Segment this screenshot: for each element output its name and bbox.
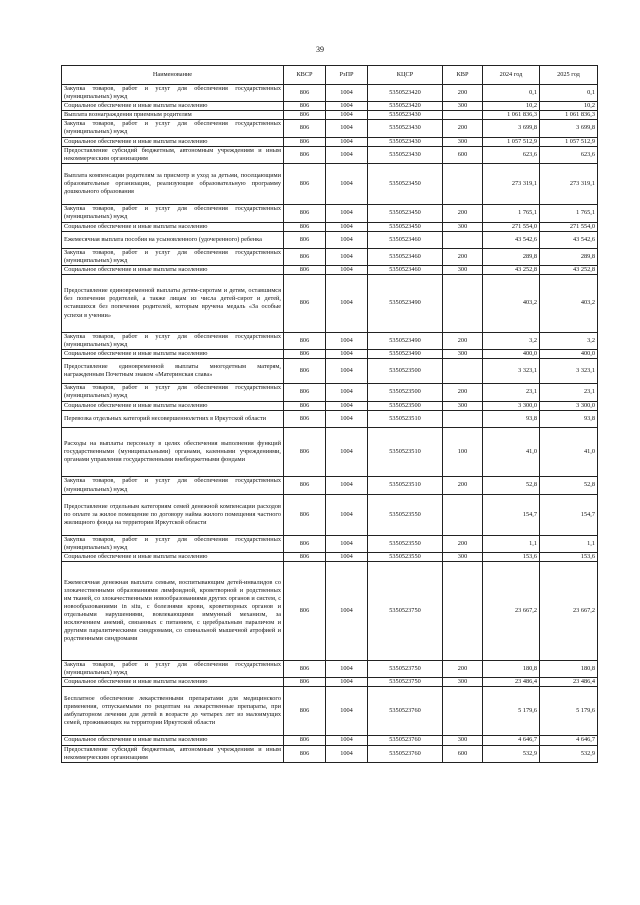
row-rzpr: 1004	[326, 248, 368, 265]
row-kvr	[443, 410, 483, 427]
row-kvr: 600	[443, 745, 483, 762]
row-kvr	[443, 111, 483, 120]
table-row	[62, 349, 598, 358]
row-kcsr: 5350523430	[368, 120, 443, 137]
table-header-row	[62, 66, 598, 85]
row-kvsr: 806	[284, 553, 326, 562]
row-kcsr: 5350523460	[368, 266, 443, 275]
row-kvr: 600	[443, 146, 483, 163]
row-kcsr: 5350523420	[368, 85, 443, 102]
table-row	[62, 231, 598, 248]
row-2024: 1 765,1	[483, 205, 540, 222]
row-kvsr: 806	[284, 536, 326, 553]
row-name: Социальное обеспечение и иные выплаты населению	[62, 222, 284, 231]
row-2024: 0,1	[483, 85, 540, 102]
table-row	[62, 745, 598, 762]
table-row	[62, 553, 598, 562]
table-row	[62, 562, 598, 660]
row-2024: 403,2	[483, 275, 540, 333]
row-name: Закупка товаров, работ и услуг для обеспечения государственных (муниципальных) нужд	[62, 120, 284, 137]
table-row	[62, 102, 598, 111]
row-2024: 43 542,6	[483, 231, 540, 248]
row-kvsr: 806	[284, 349, 326, 358]
row-2025: 43 252,8	[540, 266, 598, 275]
row-kvsr: 806	[284, 120, 326, 137]
row-kvsr: 806	[284, 146, 326, 163]
row-kvsr: 806	[284, 477, 326, 494]
row-rzpr: 1004	[326, 410, 368, 427]
row-2024: 52,8	[483, 477, 540, 494]
header-kvr: КВР	[443, 66, 483, 85]
row-2025: 0,1	[540, 85, 598, 102]
row-rzpr: 1004	[326, 120, 368, 137]
row-name: Закупка товаров, работ и услуг для обеспечения государственных (муниципальных) нужд	[62, 660, 284, 677]
row-2025: 3 323,1	[540, 359, 598, 384]
row-kcsr: 5350523490	[368, 349, 443, 358]
row-name: Закупка товаров, работ и услуг для обеспечения государственных (муниципальных) нужд	[62, 536, 284, 553]
row-kcsr: 5350523550	[368, 536, 443, 553]
row-2024: 10,2	[483, 102, 540, 111]
row-rzpr: 1004	[326, 275, 368, 333]
row-kvr: 200	[443, 477, 483, 494]
row-kcsr: 5350523430	[368, 146, 443, 163]
row-kvr: 300	[443, 677, 483, 686]
row-kcsr: 5350523430	[368, 111, 443, 120]
row-kvsr: 806	[284, 205, 326, 222]
row-name: Социальное обеспечение и иные выплаты населению	[62, 401, 284, 410]
row-rzpr: 1004	[326, 677, 368, 686]
row-kcsr: 5350523750	[368, 660, 443, 677]
row-2024: 23 486,4	[483, 677, 540, 686]
row-kvsr: 806	[284, 137, 326, 146]
table-row	[62, 359, 598, 384]
row-kvsr: 806	[284, 677, 326, 686]
row-name: Перевозка отдельных категорий несовершеннолетних в Иркутской области	[62, 410, 284, 427]
row-name: Закупка товаров, работ и услуг для обеспечения государственных (муниципальных) нужд	[62, 205, 284, 222]
row-2024: 5 179,6	[483, 686, 540, 736]
row-kcsr: 5350523750	[368, 677, 443, 686]
row-2024: 41,0	[483, 427, 540, 477]
row-2025: 154,7	[540, 494, 598, 536]
row-kvsr: 806	[284, 275, 326, 333]
row-kcsr: 5350523490	[368, 332, 443, 349]
row-kvr	[443, 494, 483, 536]
row-2024: 1,1	[483, 536, 540, 553]
row-kvr	[443, 562, 483, 660]
row-kvr: 200	[443, 332, 483, 349]
row-kvsr: 806	[284, 384, 326, 401]
table-row	[62, 384, 598, 401]
row-kcsr: 5350523500	[368, 384, 443, 401]
table-row	[62, 686, 598, 736]
row-kvr: 200	[443, 205, 483, 222]
row-kcsr: 5350523430	[368, 137, 443, 146]
row-2024: 400,0	[483, 349, 540, 358]
row-2024: 3 323,1	[483, 359, 540, 384]
row-2025: 43 542,6	[540, 231, 598, 248]
row-2025: 532,9	[540, 745, 598, 762]
row-name: Предоставление субсидий бюджетным, автономным учреждениям и иным некоммерческим организациям	[62, 146, 284, 163]
row-kcsr: 5350523420	[368, 102, 443, 111]
row-name: Социальное обеспечение и иные выплаты населению	[62, 736, 284, 745]
row-rzpr: 1004	[326, 222, 368, 231]
table-row	[62, 477, 598, 494]
row-kvsr: 806	[284, 736, 326, 745]
page-number: 39	[316, 45, 324, 54]
row-kvsr: 806	[284, 686, 326, 736]
row-kvr	[443, 163, 483, 205]
row-2025: 403,2	[540, 275, 598, 333]
row-kvr: 300	[443, 137, 483, 146]
row-kvsr: 806	[284, 410, 326, 427]
table-row	[62, 536, 598, 553]
row-rzpr: 1004	[326, 736, 368, 745]
row-kcsr: 5350523460	[368, 248, 443, 265]
row-rzpr: 1004	[326, 111, 368, 120]
row-kcsr: 5350523510	[368, 427, 443, 477]
row-rzpr: 1004	[326, 231, 368, 248]
row-rzpr: 1004	[326, 349, 368, 358]
table-row	[62, 205, 598, 222]
row-name: Закупка товаров, работ и услуг для обеспечения государственных (муниципальных) нужд	[62, 477, 284, 494]
row-kvr: 200	[443, 248, 483, 265]
row-2024: 180,8	[483, 660, 540, 677]
header-2025: 2025 год	[540, 66, 598, 85]
row-rzpr: 1004	[326, 146, 368, 163]
table-row	[62, 120, 598, 137]
row-kcsr: 5350523510	[368, 477, 443, 494]
row-2024: 1 057 512,9	[483, 137, 540, 146]
row-2024: 3,2	[483, 332, 540, 349]
row-rzpr: 1004	[326, 205, 368, 222]
row-kvsr: 806	[284, 745, 326, 762]
row-kvsr: 806	[284, 332, 326, 349]
row-2025: 93,8	[540, 410, 598, 427]
row-kvr: 300	[443, 102, 483, 111]
row-name: Социальное обеспечение и иные выплаты населению	[62, 102, 284, 111]
table-row	[62, 146, 598, 163]
row-rzpr: 1004	[326, 163, 368, 205]
row-2025: 153,6	[540, 553, 598, 562]
row-kcsr: 5350523510	[368, 410, 443, 427]
table-row	[62, 163, 598, 205]
row-name: Закупка товаров, работ и услуг для обеспечения государственных (муниципальных) нужд	[62, 384, 284, 401]
table-row	[62, 266, 598, 275]
row-kcsr: 5350523760	[368, 686, 443, 736]
row-name: Социальное обеспечение и иные выплаты населению	[62, 677, 284, 686]
row-rzpr: 1004	[326, 686, 368, 736]
row-kcsr: 5350523460	[368, 231, 443, 248]
row-kvr: 200	[443, 384, 483, 401]
row-kvr: 300	[443, 736, 483, 745]
row-name: Социальное обеспечение и иные выплаты населению	[62, 553, 284, 562]
row-2024: 153,6	[483, 553, 540, 562]
row-2024: 154,7	[483, 494, 540, 536]
row-rzpr: 1004	[326, 332, 368, 349]
row-2025: 1 765,1	[540, 205, 598, 222]
row-kvr	[443, 686, 483, 736]
row-rzpr: 1004	[326, 553, 368, 562]
row-2025: 271 554,0	[540, 222, 598, 231]
row-kvsr: 806	[284, 222, 326, 231]
row-2025: 52,8	[540, 477, 598, 494]
row-kcsr: 5350523450	[368, 222, 443, 231]
row-name: Выплата вознаграждения приемным родителям	[62, 111, 284, 120]
row-2025: 273 319,1	[540, 163, 598, 205]
row-kvr: 200	[443, 536, 483, 553]
row-rzpr: 1004	[326, 477, 368, 494]
budget-table	[61, 65, 598, 763]
row-kcsr: 5350523760	[368, 736, 443, 745]
row-kcsr: 5350523450	[368, 163, 443, 205]
row-2025: 3 300,0	[540, 401, 598, 410]
row-kvsr: 806	[284, 266, 326, 275]
table-row	[62, 332, 598, 349]
row-kvr: 300	[443, 553, 483, 562]
row-2025: 289,8	[540, 248, 598, 265]
table-row	[62, 494, 598, 536]
row-name: Предоставление единовременной выплаты детям-сиротам и детям, оставшимся без попечения родителей, а также лицам из числа детей-сирот и детей, оставшихся без попечения родителей, которым вручена медаль «За особые успехи в учении»	[62, 275, 284, 333]
table-row	[62, 222, 598, 231]
row-2025: 23 667,2	[540, 562, 598, 660]
row-rzpr: 1004	[326, 266, 368, 275]
row-rzpr: 1004	[326, 745, 368, 762]
row-rzpr: 1004	[326, 384, 368, 401]
table-row	[62, 137, 598, 146]
row-kcsr: 5350523750	[368, 562, 443, 660]
row-kvr	[443, 359, 483, 384]
row-name: Выплата компенсации родителям за присмотр и уход за детьми, посещающими образовательные организации, реализующие образовательную программу дошкольного образования	[62, 163, 284, 205]
table-row	[62, 85, 598, 102]
row-name: Ежемесячная выплата пособия на усыновленного (удочеренного) ребенка	[62, 231, 284, 248]
row-2025: 3 699,8	[540, 120, 598, 137]
row-kcsr: 5350523500	[368, 401, 443, 410]
table-row	[62, 248, 598, 265]
header-kvsr: КВСР	[284, 66, 326, 85]
row-kvsr: 806	[284, 163, 326, 205]
row-2024: 289,8	[483, 248, 540, 265]
row-name: Ежемесячная денежная выплата семьям, воспитывающим детей-инвалидов со злокачественными образованиями лимфоидной, кроветворной и родственных им тканей, со злокачественными новообразованиями других органов и систем, с новообразованиями in situ, с болезнями крови, кроветворных органов и отдельными нарушениями, вовлекающими иммунный механизм, за исключением анемий, связанных с питанием, с церебральным параличом и другими паралитическими синдромами, со спинальной мышечной атрофией и родственными синдромами	[62, 562, 284, 660]
row-kvsr: 806	[284, 102, 326, 111]
row-rzpr: 1004	[326, 359, 368, 384]
row-2025: 1,1	[540, 536, 598, 553]
row-kvr: 200	[443, 660, 483, 677]
row-rzpr: 1004	[326, 660, 368, 677]
row-kvsr: 806	[284, 427, 326, 477]
row-2024: 3 300,0	[483, 401, 540, 410]
row-name: Социальное обеспечение и иные выплаты населению	[62, 266, 284, 275]
row-kvsr: 806	[284, 248, 326, 265]
row-kcsr: 5350523500	[368, 359, 443, 384]
table-row	[62, 736, 598, 745]
header-rzpr: РзПР	[326, 66, 368, 85]
table-body	[62, 85, 598, 763]
row-rzpr: 1004	[326, 494, 368, 536]
table-row	[62, 427, 598, 477]
row-name: Предоставление отдельным категориям семей денежной компенсации расходов по оплате за жилое помещение по договору найма жилого помещения частного жилищного фонда на территории Иркутской области	[62, 494, 284, 536]
row-2025: 623,6	[540, 146, 598, 163]
row-kvr: 200	[443, 120, 483, 137]
row-kvr: 300	[443, 222, 483, 231]
row-kcsr: 5350523550	[368, 553, 443, 562]
header-2024: 2024 год	[483, 66, 540, 85]
row-kvsr: 806	[284, 85, 326, 102]
row-kcsr: 5350523450	[368, 205, 443, 222]
row-name: Предоставление субсидий бюджетным, автономным учреждениям и иным некоммерческим организациям	[62, 745, 284, 762]
header-name: Наименование	[62, 66, 284, 85]
row-2024: 93,8	[483, 410, 540, 427]
table-row	[62, 660, 598, 677]
row-kvr: 200	[443, 85, 483, 102]
row-name: Закупка товаров, работ и услуг для обеспечения государственных (муниципальных) нужд	[62, 248, 284, 265]
row-kvr: 300	[443, 349, 483, 358]
row-kvsr: 806	[284, 494, 326, 536]
row-rzpr: 1004	[326, 137, 368, 146]
row-name: Социальное обеспечение и иные выплаты населению	[62, 349, 284, 358]
row-rzpr: 1004	[326, 85, 368, 102]
row-2025: 4 646,7	[540, 736, 598, 745]
row-name: Расходы на выплаты персоналу в целях обеспечения выполнения функций государственными (муниципальными) органами, казенными учреждениями, органами управления государственными внебюджетными фондами	[62, 427, 284, 477]
row-rzpr: 1004	[326, 427, 368, 477]
row-name: Закупка товаров, работ и услуг для обеспечения государственных (муниципальных) нужд	[62, 332, 284, 349]
row-2024: 43 252,8	[483, 266, 540, 275]
row-kvsr: 806	[284, 111, 326, 120]
table-row	[62, 401, 598, 410]
row-kcsr: 5350523490	[368, 275, 443, 333]
row-2024: 271 554,0	[483, 222, 540, 231]
row-2024: 1 061 836,3	[483, 111, 540, 120]
row-2024: 23 667,2	[483, 562, 540, 660]
row-name: Социальное обеспечение и иные выплаты населению	[62, 137, 284, 146]
row-2025: 10,2	[540, 102, 598, 111]
row-kvr: 100	[443, 427, 483, 477]
row-2025: 1 057 512,9	[540, 137, 598, 146]
row-2024: 273 319,1	[483, 163, 540, 205]
row-2025: 3,2	[540, 332, 598, 349]
table-row	[62, 677, 598, 686]
row-kvsr: 806	[284, 562, 326, 660]
row-kvr	[443, 275, 483, 333]
header-kcsr: КЦСР	[368, 66, 443, 85]
row-2025: 1 061 836,3	[540, 111, 598, 120]
row-rzpr: 1004	[326, 562, 368, 660]
row-name: Бесплатное обеспечение лекарственными препаратами для медицинского применения, отпускаемыми по рецептам на лекарственные препараты, при амбулаторном лечении для детей в возрасте до четырех лет из малоимущих семей, проживающих на территории Иркутской области	[62, 686, 284, 736]
row-2024: 3 699,8	[483, 120, 540, 137]
row-rzpr: 1004	[326, 102, 368, 111]
row-rzpr: 1004	[326, 536, 368, 553]
row-rzpr: 1004	[326, 401, 368, 410]
row-kvsr: 806	[284, 401, 326, 410]
row-2025: 41,0	[540, 427, 598, 477]
row-2025: 23 486,4	[540, 677, 598, 686]
row-2024: 623,6	[483, 146, 540, 163]
row-2024: 532,9	[483, 745, 540, 762]
table-row	[62, 275, 598, 333]
row-2024: 4 646,7	[483, 736, 540, 745]
row-name: Предоставление единовременной выплаты многодетным матерям, награжденным Почетным знаком «Материнская слава»	[62, 359, 284, 384]
row-2025: 180,8	[540, 660, 598, 677]
table-row	[62, 111, 598, 120]
row-2025: 400,0	[540, 349, 598, 358]
row-kcsr: 5350523760	[368, 745, 443, 762]
row-kvsr: 806	[284, 660, 326, 677]
row-kcsr: 5350523550	[368, 494, 443, 536]
row-2025: 23,1	[540, 384, 598, 401]
row-kvsr: 806	[284, 231, 326, 248]
row-kvr	[443, 231, 483, 248]
row-2025: 5 179,6	[540, 686, 598, 736]
row-kvr: 300	[443, 266, 483, 275]
row-name: Закупка товаров, работ и услуг для обеспечения государственных (муниципальных) нужд	[62, 85, 284, 102]
row-2024: 23,1	[483, 384, 540, 401]
table-row	[62, 410, 598, 427]
row-kvsr: 806	[284, 359, 326, 384]
row-kvr: 300	[443, 401, 483, 410]
